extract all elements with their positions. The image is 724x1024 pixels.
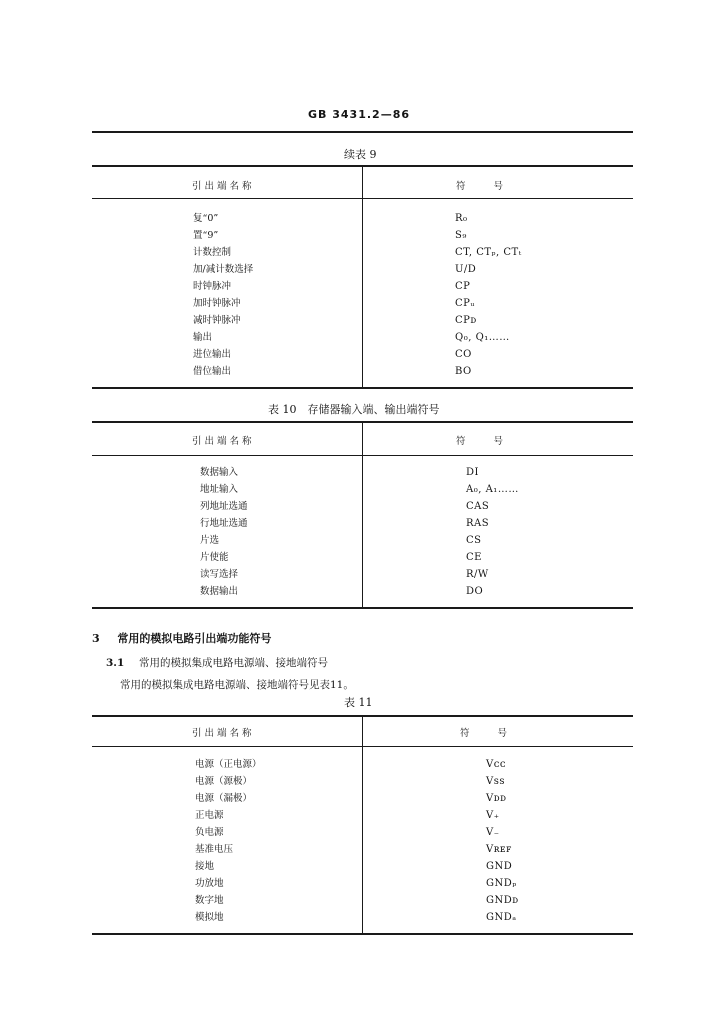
table11-row-name: 基准电压 (195, 844, 234, 855)
section-title: 常用的模拟电路引出端功能符号 (117, 632, 272, 645)
table9-caption: 续表 9 (344, 148, 377, 161)
table10-header-symbol: 符 号 (456, 436, 507, 447)
table9-row-symbol: U/D (455, 264, 477, 275)
table11-row-symbol: GNDₐ (486, 912, 517, 923)
table9-column-divider (362, 166, 363, 388)
table10-row-symbol: CS (466, 535, 482, 546)
table10-symbol-column (466, 464, 519, 600)
section-heading (92, 630, 271, 646)
table10-row-name: 片使能 (200, 552, 229, 563)
table10-row-symbol: R/W (466, 569, 489, 580)
table9-row-name: 加时钟脉冲 (193, 298, 241, 309)
table11-row-symbol: V₋ (486, 827, 500, 838)
table9-header-name: 引出端名称 (192, 181, 255, 192)
table11-symbol-column (486, 756, 519, 926)
subsection-number: 3.1 (106, 657, 125, 669)
table11-bottom-rule (92, 933, 633, 935)
table11-row-name: 电源（正电源） (195, 759, 262, 770)
table11-row-name: 功放地 (195, 878, 224, 889)
table9-row-symbol: CO (455, 349, 472, 360)
table11-row-symbol: Vʀᴇꜰ (486, 844, 512, 855)
standard-number: GB 3431.2—86 (308, 108, 410, 121)
table11-row-name: 模拟地 (195, 912, 224, 923)
table11-row-symbol: Vᴅᴅ (486, 793, 507, 804)
table9-row-name: 加/减计数选择 (193, 264, 254, 275)
subsection-title: 常用的模拟集成电路电源端、接地端符号 (138, 657, 328, 669)
table11-row-symbol: GND (486, 861, 513, 872)
table10-row-symbol: CE (466, 552, 482, 563)
header-rule (92, 131, 633, 133)
table9-row-name: 计数控制 (193, 247, 232, 258)
table10-row-symbol: A₀, A₁…… (466, 484, 519, 495)
table10-row-symbol: CAS (466, 501, 490, 512)
table9-bottom-rule (92, 387, 633, 389)
table11-row-name: 接地 (195, 861, 215, 872)
table11-row-symbol: Vss (486, 776, 505, 787)
table9-row-symbol: Q₀, Q₁…… (455, 332, 510, 343)
table9-row-symbol: BO (455, 366, 472, 377)
table10-bottom-rule (92, 607, 633, 609)
table10-row-name: 数据输出 (200, 586, 239, 597)
table10-caption: 表 10 存储器输入端、输出端符号 (268, 403, 440, 416)
table11-header-symbol: 符 号 (460, 728, 511, 739)
table10-row-name: 片选 (200, 535, 220, 546)
table10-row-name: 数据输入 (200, 467, 239, 478)
table11-name-column (195, 756, 262, 926)
table11-row-name: 电源（源极） (195, 776, 253, 787)
table11-row-symbol: GNDₚ (486, 878, 517, 889)
table9-header-symbol: 符 号 (456, 181, 507, 192)
table9-row-name: 复“0” (193, 213, 219, 224)
table9-row-symbol: CPᵤ (455, 298, 475, 309)
table10-column-divider (362, 422, 363, 608)
table9-header-rule (92, 198, 633, 199)
table10-row-symbol: DI (466, 467, 479, 478)
table9-row-symbol: CP (455, 281, 471, 292)
table9-row-name: 减时钟脉冲 (193, 315, 241, 326)
table9-row-name: 进位输出 (193, 349, 232, 360)
table10-row-symbol: RAS (466, 518, 490, 529)
table10-header-name: 引出端名称 (192, 436, 255, 447)
table11-caption: 表 11 (344, 696, 373, 709)
table9-symbol-column (455, 210, 522, 380)
table9-row-name: 输出 (193, 332, 213, 343)
table9-row-symbol: R₀ (455, 213, 468, 224)
section-number: 3 (92, 632, 100, 645)
table10-row-symbol: DO (466, 586, 484, 597)
table10-name-column (200, 464, 248, 600)
table11-row-symbol: V₊ (486, 810, 500, 821)
table9-row-symbol: S₉ (455, 230, 467, 241)
table11-column-divider (362, 716, 363, 934)
table10-row-name: 列地址选通 (200, 501, 248, 512)
table9-row-symbol: CT, CTₚ, CTₜ (455, 247, 522, 258)
table10-row-name: 行地址选通 (200, 518, 248, 529)
table9-row-symbol: CPᴅ (455, 315, 477, 326)
table9-row-name: 置“9” (193, 230, 219, 241)
table10-row-name: 读写选择 (200, 569, 239, 580)
table9-row-name: 时钟脉冲 (193, 281, 232, 292)
table11-row-symbol: GNDᴅ (486, 895, 519, 906)
table11-row-name: 正电源 (195, 810, 224, 821)
table10-header-rule (92, 455, 633, 456)
subsection-heading (106, 655, 328, 670)
table11-row-symbol: Vᴄᴄ (486, 759, 506, 770)
table11-header-rule (92, 746, 633, 747)
table11-header-name: 引出端名称 (192, 728, 255, 739)
table11-row-name: 数字地 (195, 895, 224, 906)
section-paragraph: 常用的模拟集成电路电源端、接地端符号见表11。 (120, 679, 354, 691)
table9-name-column (193, 210, 253, 380)
table11-row-name: 负电源 (195, 827, 224, 838)
table9-row-name: 借位输出 (193, 366, 232, 377)
table11-row-name: 电源（漏极） (195, 793, 253, 804)
table10-row-name: 地址输入 (200, 484, 239, 495)
